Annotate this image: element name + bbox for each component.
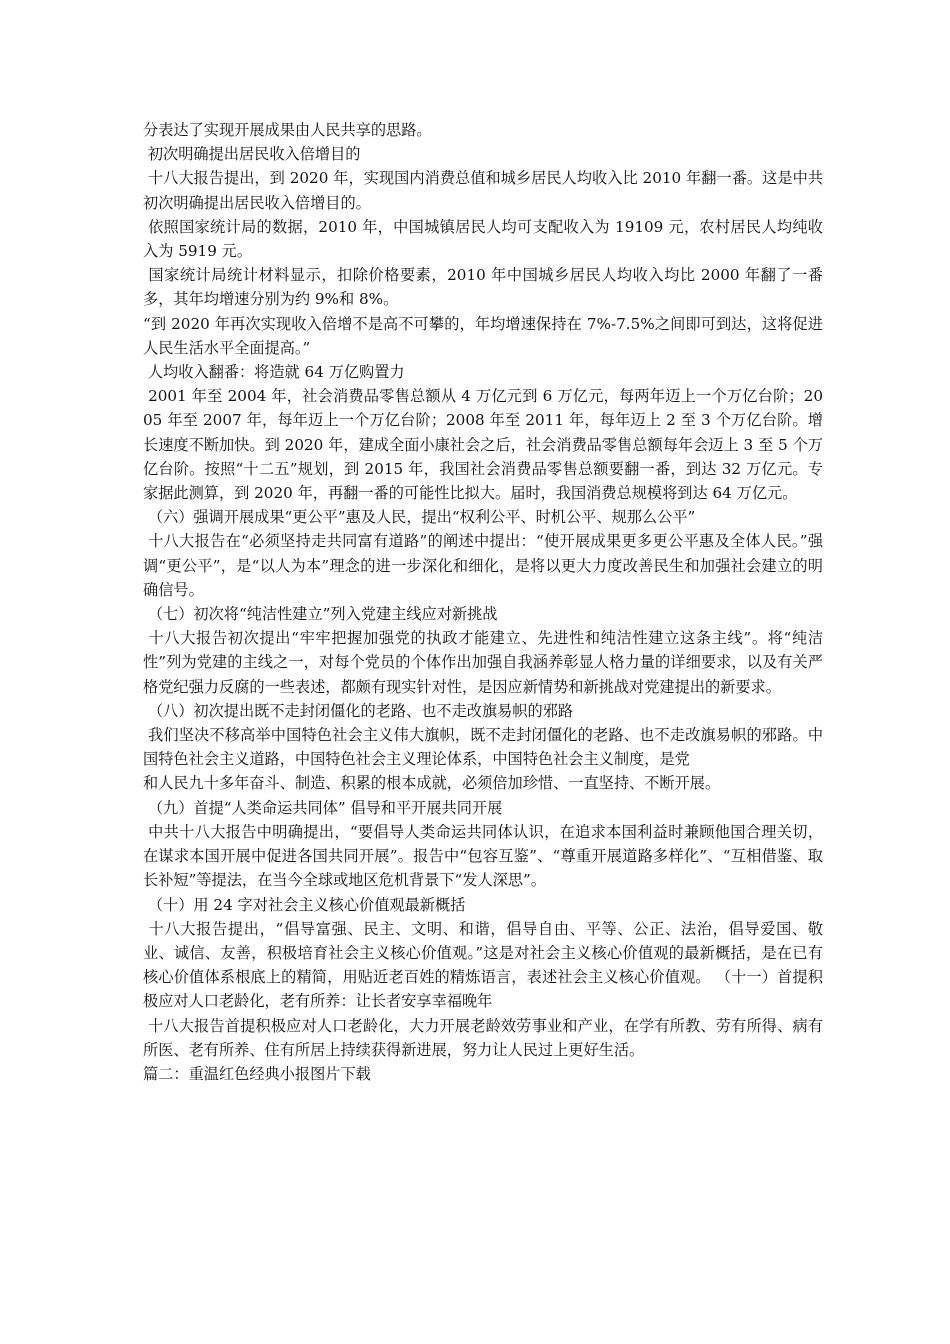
document-body (143, 118, 823, 1086)
paragraph: 十八大报告在“必须坚持走共同富有道路”的阐述中提出：“使开展成果更多更公平惠及全体人民。”强调“更公平”，是“以人为本”理念的进一步深化和细化，是将以更大力度改善民生和加强社会建立的明确信号。 (143, 532, 824, 599)
paragraph: 我们坚决不移高举中国特色社会主义伟大旗帜，既不走封闭僵化的老路、也不走改旗易帜的邪路。中国特色社会主义道路，中国特色社会主义理论体系，中国特色社会主义制度，是党 (143, 726, 824, 769)
section-heading: （八）初次提出既不走封闭僵化的老路、也不走改旗易帜的邪路 (143, 701, 574, 720)
section-heading: 初次明确提出居民收入倍增目的 (143, 145, 361, 164)
paragraph: 分表达了实现开展成果由人民共享的思路。 (143, 121, 432, 139)
paragraph: 中共十八大报告中明确提出，“要倡导人类命运共同体认识，在追求本国利益时兼顾他国合理关切，在谋求本国开展中促进各国共同开展”。报告中“包容互鉴”、“尊重开展道路多样化”、“互相借鉴、取长补短”等提法，在当今全球或地区危机背景下“发人深思”。 (143, 822, 824, 890)
section-heading: （七）初次将“纯洁性建立”列入党建主线应对新挑战 (143, 605, 498, 624)
paragraph: 依照国家统计局的数据，2010 年，中国城镇居民人均可支配收入为 19109 元，农村居民人均纯收入为 5919 元。 (143, 217, 823, 261)
paragraph: 国家统计局统计材料显示，扣除价格要素，2010 年中国城乡居民人均收入均比 2000 年翻了一番多，其年均增速分别为约 9%和 8%。 (143, 266, 823, 309)
paragraph: 十八大报告首提积极应对人口老龄化，大力开展老龄效劳事业和产业，在学有所教、劳有所得、病有所医、老有所养、住有所居上持续获得新进展，努力让人民过上更好生活。 (143, 1016, 824, 1059)
section-heading: （十）用 24 字对社会主义核心价值观最新概括 (143, 895, 466, 914)
section-heading: （九）首提“人类命运共同体” 倡导和平开展共同开展 (143, 798, 503, 817)
paragraph: 十八大报告初次提出“牢牢把握加强党的执政才能建立、先进性和纯洁性建立这条主线”。将“纯洁性”列为党建的主线之一，对每个党员的个体作出加强自我涵养彰显人格力量的详细要求，以及有关严格党纪强力反腐的一些表述，都颇有现实针对性，是因应新情势和新挑战对党建提出的新要求。 (143, 629, 824, 696)
section-heading: （六）强调开展成果“更公平”惠及人民，提出“权利公平、时机公平、规那么公平” (143, 508, 696, 527)
article-title: 篇二：重温红色经典小报图片下载 (143, 1064, 371, 1083)
paragraph: 十八大报告提出，到 2020 年，实现国内消费总值和城乡居民人均收入比 2010 年翻一番。这是中共初次明确提出居民收入倍增目的。 (143, 169, 824, 212)
paragraph: 十八大报告提出，“倡导富强、民主、文明、和谐，倡导自由、平等、公正、法治，倡导爱国、敬业、诚信、友善，积极培育社会主义核心价值观。”这是对社会主义核心价值观的最新概括，是在已有核心价值体系根底上的精简，用贴近老百姓的精炼语言，表述社会主义核心价值观。 （十一）首提积极应对人口老龄化，老有所养：让长者安享幸福晚年 (143, 919, 823, 1011)
paragraph: 2001 年至 2004 年，社会消费品零售总额从 4 万亿元到 6 万亿元，每两年迈上一个万亿台阶；2005 年至 2007 年，每年迈上一个万亿台阶；2008 年至 2011 年，每年迈上 2 至 3 个万亿台阶。增长速度不断加快。到 2020 年，建成全面小康社会之后，社会消费品零售总额每年会迈上 3 至 5 个万亿台阶。按照“十二五”规划，到 2015 年，我国社会消费品零售总额要翻一番，到达 32 万亿元。专家据此测算，到 2020 年，再翻一番的可能性比拟大。届时，我国消费总规模将到达 64 万亿元。 (143, 387, 824, 503)
paragraph: “到 2020 年再次实现收入倍增不是高不可攀的，年均增速保持在 7%-7.5%之间即可到达，这将促进人民生活水平全面提高。” (143, 314, 823, 357)
section-heading: 人均收入翻番：将造就 64 万亿购置力 (143, 363, 405, 382)
paragraph: 和人民九十多年奋斗、制造、积累的根本成就，必须倍加珍惜、一直坚持、不断开展。 (143, 774, 721, 793)
